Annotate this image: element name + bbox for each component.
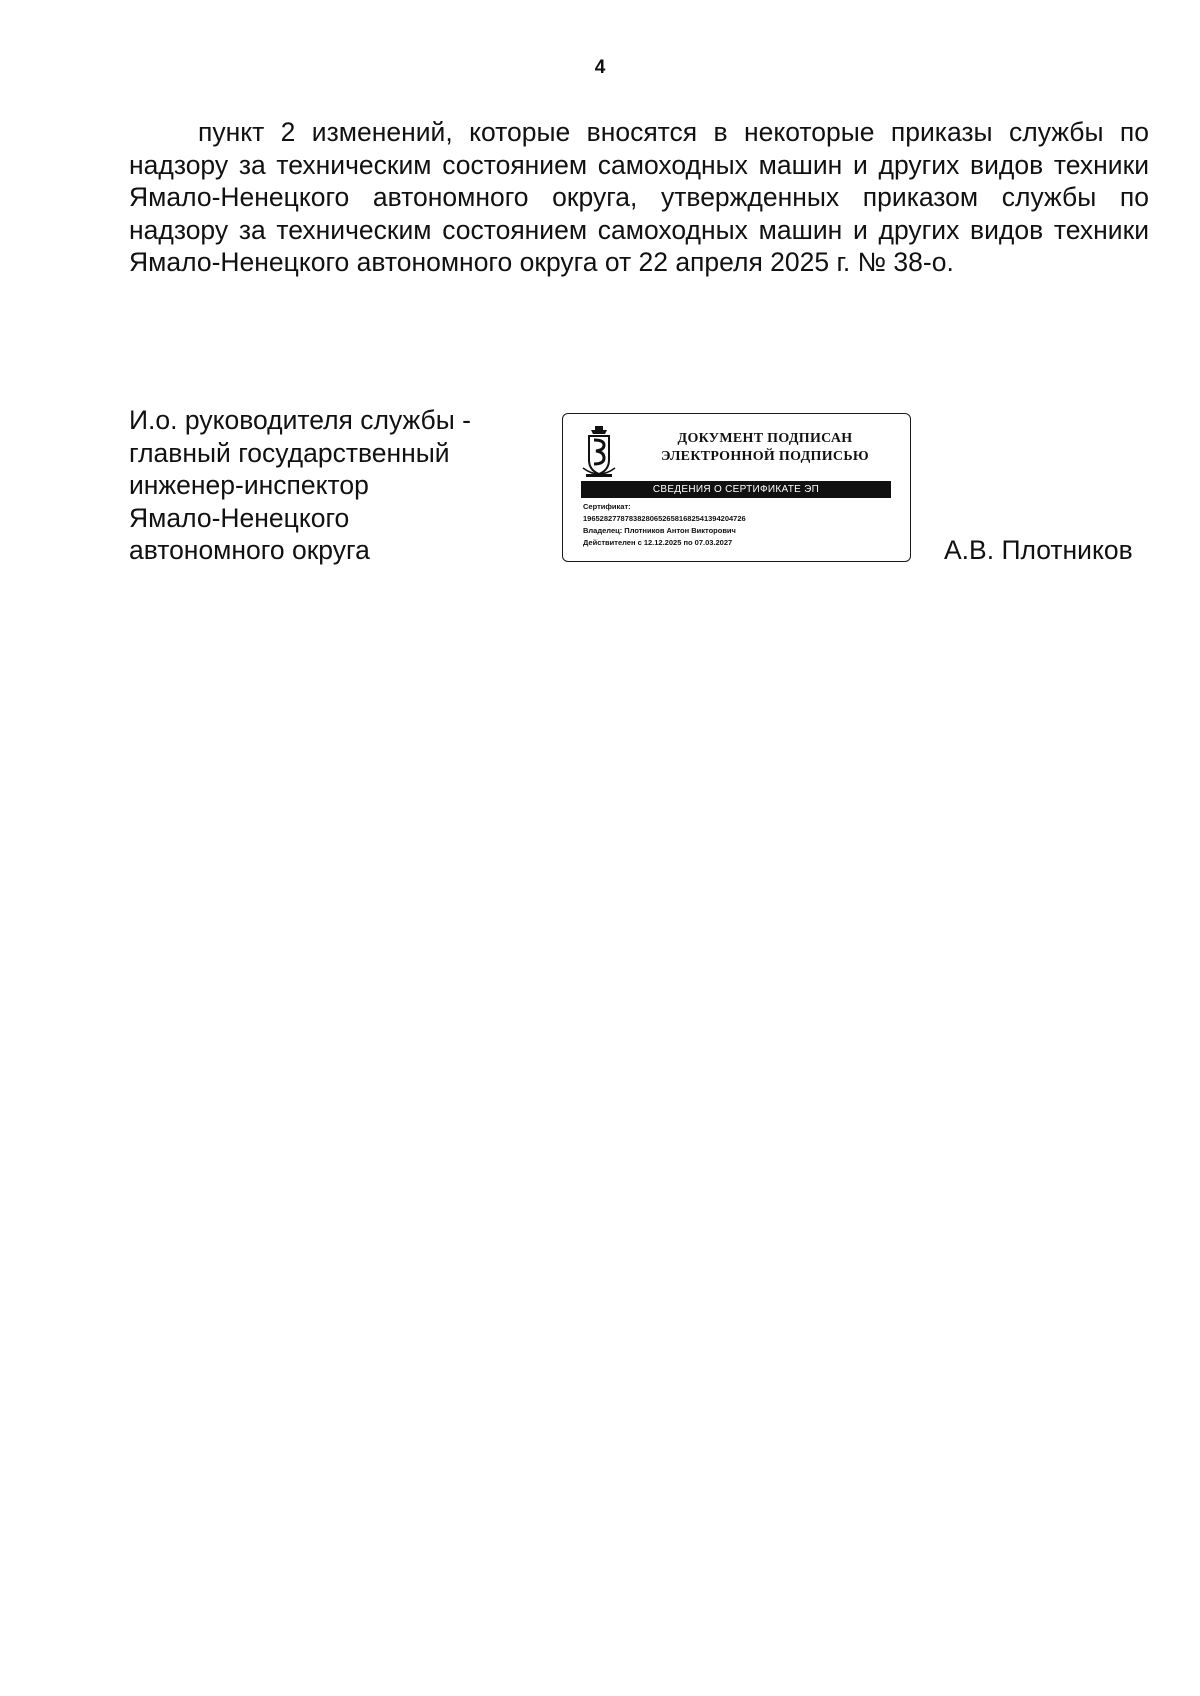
certificate-validity: Действителен с 12.12.2025 по 07.03.2027 bbox=[583, 538, 733, 547]
stamp-heading-line-2: ЭЛЕКТРОННОЙ ПОДПИСЬЮ bbox=[661, 449, 869, 464]
coat-of-arms-icon bbox=[580, 424, 618, 480]
certificate-info-bar: СВЕДЕНИЯ О СЕРТИФИКАТЕ ЭП bbox=[581, 481, 891, 498]
signer-name: А.В. Плотников bbox=[944, 535, 1133, 565]
stamp-heading bbox=[623, 430, 907, 466]
certificate-number: 1965282778783828065265816825413942047​26 bbox=[583, 514, 746, 523]
electronic-signature-stamp bbox=[562, 413, 911, 562]
signer-title-line-5: автономного округа bbox=[129, 535, 370, 565]
signer-title-line-1: И.о. руководителя службы - bbox=[129, 405, 471, 435]
certificate-owner: Владелец: Плотников Антон Викторович bbox=[583, 526, 736, 535]
signer-title bbox=[129, 404, 509, 567]
page-number: 4 bbox=[594, 57, 606, 78]
stamp-heading-line-1: ДОКУМЕНТ ПОДПИСАН bbox=[677, 431, 853, 446]
signer-title-line-2: главный государственный bbox=[129, 437, 450, 468]
certificate-label: Сертификат: bbox=[583, 502, 631, 511]
body-paragraph: пункт 2 изменений, которые вносятся в некоторые приказы службы по надзору за техническим состоянием самоходных машин и других видов техники Ямало-Ненецкого автономного округа, утвержденных приказом службы по надзору за техническим состоянием самоходных машин и других видов техники Ямало-Ненецкого автономного округа от 22 апреля 2025 г. № 38-о. bbox=[129, 117, 1149, 277]
certificate-details bbox=[583, 501, 903, 549]
signer-title-line-3: инженер-инспектор bbox=[129, 470, 369, 500]
signer-title-line-4: Ямало-Ненецкого bbox=[129, 502, 350, 533]
